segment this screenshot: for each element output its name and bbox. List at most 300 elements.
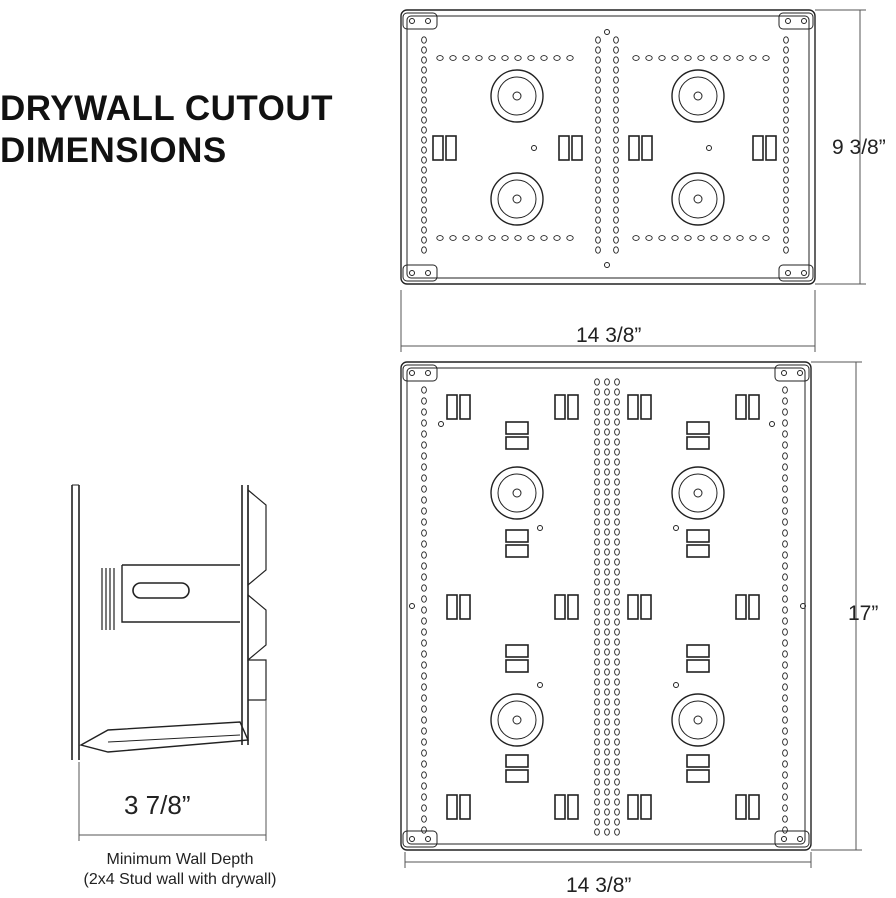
vent-hole [596,77,601,83]
mounting-hole [410,604,415,609]
bracket-plate [779,265,813,281]
vent-hole [422,651,427,657]
vent-hole [615,469,620,475]
vent-hole [422,695,427,701]
vent-hole [614,127,619,133]
vent-hole [422,57,427,63]
vent-hole [596,187,601,193]
vent-hole [422,247,427,253]
bracket-plate [403,265,437,281]
vent-hole [711,236,717,241]
vent-hole [615,389,620,395]
mounting-clip [555,595,578,619]
knockout-mid-ring [679,180,717,218]
vent-hole [784,217,789,223]
wall-depth-label: 3 7/8” [124,790,191,820]
vent-hole [605,769,610,775]
vent-hole [422,662,427,668]
bracket-screw-hole [426,271,431,276]
knockout-outer-ring [672,467,724,519]
vent-hole [595,699,600,705]
vent-hole [783,816,788,822]
knockout-mid-ring [498,701,536,739]
bracket-slot [133,583,189,598]
vent-hole [596,107,601,113]
vent-hole [614,57,619,63]
mounting-hole [538,683,543,688]
vent-hole [784,77,789,83]
vent-hole [783,662,788,668]
vent-hole [422,420,427,426]
knockout-outer-ring [491,70,543,122]
vent-hole [595,459,600,465]
clip-right [749,395,759,419]
vent-hole [595,719,600,725]
vent-hole [595,429,600,435]
vent-hole [528,236,534,241]
vent-hole [783,541,788,547]
vent-hole [605,389,610,395]
knockout [672,70,724,122]
clip-left [555,395,565,419]
clip-left [447,595,457,619]
vent-hole [422,827,427,833]
vent-hole [783,728,788,734]
vent-hole [783,794,788,800]
vent-hole [615,689,620,695]
top-panel-drawing [401,10,815,284]
vent-hole [515,56,521,61]
vent-hole [596,147,601,153]
vent-hole [595,549,600,555]
vent-hole [698,236,704,241]
corner-bracket [403,365,437,381]
vent-hole [422,794,427,800]
vent-hole [605,489,610,495]
vent-hole [422,750,427,756]
knockout [672,694,724,746]
vent-hole [595,659,600,665]
clip-left [447,395,457,419]
vent-hole [614,187,619,193]
vent-hole [615,699,620,705]
corner-bracket [779,265,813,281]
vent-hole [502,56,508,61]
mounting-hole [707,146,712,151]
vent-hole [605,789,610,795]
vent-hole [596,177,601,183]
mounting-clip-vertical [506,422,528,449]
vent-hole [502,236,508,241]
vent-hole [605,409,610,415]
clip-right [641,395,651,419]
vent-hole [595,559,600,565]
vent-hole [615,519,620,525]
vent-hole [554,56,560,61]
clip-right [460,595,470,619]
knockout-outer-ring [672,70,724,122]
vent-hole [685,56,691,61]
vent-hole [595,569,600,575]
vent-hole [422,37,427,43]
vent-hole [422,398,427,404]
vent-hole [615,709,620,715]
vent-hole [595,629,600,635]
vent-hole [783,607,788,613]
clip-right [641,595,651,619]
flange-edge [108,735,240,742]
vent-hole [783,739,788,745]
vent-hole [784,237,789,243]
vent-hole [595,529,600,535]
vent-hole [595,739,600,745]
vent-hole [784,127,789,133]
vent-hole [422,187,427,193]
vent-hole [784,57,789,63]
vent-hole [711,56,717,61]
knockout [672,173,724,225]
vent-hole [596,137,601,143]
vent-hole [422,508,427,514]
clip-right [460,395,470,419]
back-tab [248,660,266,700]
vent-hole [422,486,427,492]
clip-left [628,595,638,619]
corner-bracket [403,831,437,847]
vent-hole [783,530,788,536]
vent-hole [615,489,620,495]
bracket-plate [779,13,813,29]
vent-hole [541,56,547,61]
vent-hole [615,579,620,585]
vent-hole [783,684,788,690]
vent-hole [422,227,427,233]
vent-hole [422,453,427,459]
vent-hole [595,679,600,685]
vent-hole [595,769,600,775]
corner-bracket [779,13,813,29]
knockout-center [513,716,521,724]
vent-hole [605,429,610,435]
vent-hole [783,585,788,591]
vent-hole [605,649,610,655]
vent-hole [422,387,427,393]
vent-hole [615,499,620,505]
vent-hole [596,197,601,203]
vent-hole [595,539,600,545]
vent-hole [615,529,620,535]
mounting-clip-vertical [687,530,709,557]
vent-hole [422,739,427,745]
bracket-screw-hole [426,837,431,842]
bottom-panel-height-label: 17” [848,602,879,625]
vent-hole [489,56,495,61]
clip-top [687,422,709,434]
mounting-hole [532,146,537,151]
vent-hole [685,236,691,241]
clip-left [433,136,443,160]
vent-hole [515,236,521,241]
caption-line-2: (2x4 Stud wall with drywall) [83,871,277,888]
vent-hole [595,799,600,805]
vent-hole [784,67,789,73]
vent-hole [422,197,427,203]
vent-hole [784,107,789,113]
vent-hole [422,772,427,778]
vent-hole [783,563,788,569]
vent-hole [605,519,610,525]
vent-hole [615,629,620,635]
vent-hole [422,167,427,173]
vent-hole [595,609,600,615]
vent-hole [783,387,788,393]
bracket-screw-hole [426,19,431,24]
vent-hole [422,409,427,415]
vent-hole [615,449,620,455]
knockout-outer-ring [491,694,543,746]
vent-hole [615,459,620,465]
vent-hole [595,479,600,485]
corner-bracket [403,265,437,281]
vent-hole [605,819,610,825]
clip-left [559,136,569,160]
back-knockout-upper [248,490,266,585]
vent-hole [605,509,610,515]
clip-bottom [506,545,528,557]
vent-hole [567,56,573,61]
vent-hole [783,695,788,701]
vent-hole [422,541,427,547]
clip-left [753,136,763,160]
vent-hole [595,419,600,425]
clip-right [749,795,759,819]
clip-left [736,395,746,419]
bracket-plate [403,365,437,381]
vent-hole [595,409,600,415]
mounting-bracket [122,565,240,622]
vent-hole [463,56,469,61]
clip-left [555,595,565,619]
vent-hole [595,689,600,695]
vent-hole [615,479,620,485]
vent-hole [422,607,427,613]
vent-hole [422,464,427,470]
title-line-1: DRYWALL CUTOUT [0,89,334,128]
vent-hole [784,247,789,253]
vent-hole [596,237,601,243]
vent-hole [489,236,495,241]
vent-hole [672,56,678,61]
vent-hole [615,739,620,745]
clip-right [749,595,759,619]
vent-hole [422,574,427,580]
vent-hole [595,579,600,585]
vent-hole [615,559,620,565]
vent-hole [596,117,601,123]
knockout [491,173,543,225]
vent-hole [605,549,610,555]
vent-hole [614,207,619,213]
vent-hole [614,247,619,253]
knockout-center [694,716,702,724]
bracket-screw-hole [782,837,787,842]
vent-hole [528,56,534,61]
knockout-mid-ring [498,474,536,512]
back-knockout-lower [248,595,266,660]
vent-hole [422,596,427,602]
vent-hole [605,559,610,565]
vent-hole [450,56,456,61]
vent-hole [763,56,769,61]
clip-right [446,136,456,160]
bracket-screw-hole [426,371,431,376]
mounting-clip [736,395,759,419]
vent-hole [783,717,788,723]
vent-hole [614,117,619,123]
vent-hole [783,706,788,712]
bracket-screw-hole [798,837,803,842]
vent-hole [615,399,620,405]
vent-hole [567,236,573,241]
vent-hole [784,227,789,233]
vent-hole [615,729,620,735]
vent-hole [595,789,600,795]
vent-hole [614,67,619,73]
bracket-screw-hole [410,271,415,276]
clip-bottom [687,770,709,782]
clip-top [687,755,709,767]
vent-hole [595,649,600,655]
vent-hole [595,399,600,405]
vent-hole [596,37,601,43]
vent-hole [422,783,427,789]
vent-hole [783,398,788,404]
vent-hole [605,449,610,455]
vent-hole [422,552,427,558]
knockout [491,694,543,746]
vent-hole [784,87,789,93]
vent-hole [463,236,469,241]
vent-hole [784,167,789,173]
vent-hole [615,829,620,835]
vent-hole [422,177,427,183]
vent-hole [784,187,789,193]
mounting-hole [674,683,679,688]
vent-hole [784,37,789,43]
mounting-clip [628,595,651,619]
vent-hole [422,618,427,624]
vent-hole [605,759,610,765]
vent-hole [596,47,601,53]
vent-hole [595,639,600,645]
vent-hole [605,739,610,745]
vent-hole [783,761,788,767]
clip-left [629,136,639,160]
vent-hole [615,439,620,445]
vent-hole [605,719,610,725]
vent-hole [659,56,665,61]
vent-hole [422,673,427,679]
vent-hole [633,56,639,61]
mounting-clip [628,395,651,419]
vent-hole [422,816,427,822]
vent-hole [750,236,756,241]
vent-hole [595,809,600,815]
bottom-panel-width-label: 14 3/8” [566,874,632,897]
clip-left [736,595,746,619]
knockout-center [694,489,702,497]
vent-hole [605,629,610,635]
vent-hole [783,574,788,580]
vent-hole [783,750,788,756]
vent-hole [605,419,610,425]
vent-hole [605,689,610,695]
vent-hole [554,236,560,241]
vent-hole [422,97,427,103]
clip-bottom [687,660,709,672]
vent-hole [605,589,610,595]
vent-hole [605,379,610,385]
vent-hole [737,236,743,241]
vent-hole [750,56,756,61]
vent-hole [615,799,620,805]
clip-bottom [506,660,528,672]
wall-depth-caption [80,850,280,890]
knockout-center [513,489,521,497]
vent-hole [422,87,427,93]
vent-hole [783,618,788,624]
vent-hole [595,729,600,735]
vent-hole [595,709,600,715]
vent-hole [422,47,427,53]
vent-hole [595,449,600,455]
vent-hole [605,699,610,705]
vent-hole [605,799,610,805]
vent-hole [783,783,788,789]
vent-hole [784,47,789,53]
vent-hole [784,97,789,103]
vent-hole [783,475,788,481]
bracket-plate [775,831,809,847]
vent-hole [605,399,610,405]
vent-hole [615,549,620,555]
vent-hole [615,609,620,615]
vent-hole [615,649,620,655]
clip-left [555,795,565,819]
vent-hole [659,236,665,241]
vent-hole [783,453,788,459]
vent-hole [615,749,620,755]
knockout-center [694,92,702,100]
knockout [491,70,543,122]
mounting-hole [439,422,444,427]
vent-hole [615,659,620,665]
vent-hole [783,596,788,602]
title-line-2: DIMENSIONS [0,131,227,170]
knockout-center [513,195,521,203]
mounting-clip-vertical [687,755,709,782]
knockout [672,467,724,519]
box-bottom-flange [81,722,248,752]
vent-hole [783,409,788,415]
vent-hole [422,67,427,73]
mounting-clip [447,395,470,419]
vent-hole [783,629,788,635]
vent-hole [615,599,620,605]
mounting-hole [538,526,543,531]
vent-hole [596,217,601,223]
vent-hole [422,684,427,690]
